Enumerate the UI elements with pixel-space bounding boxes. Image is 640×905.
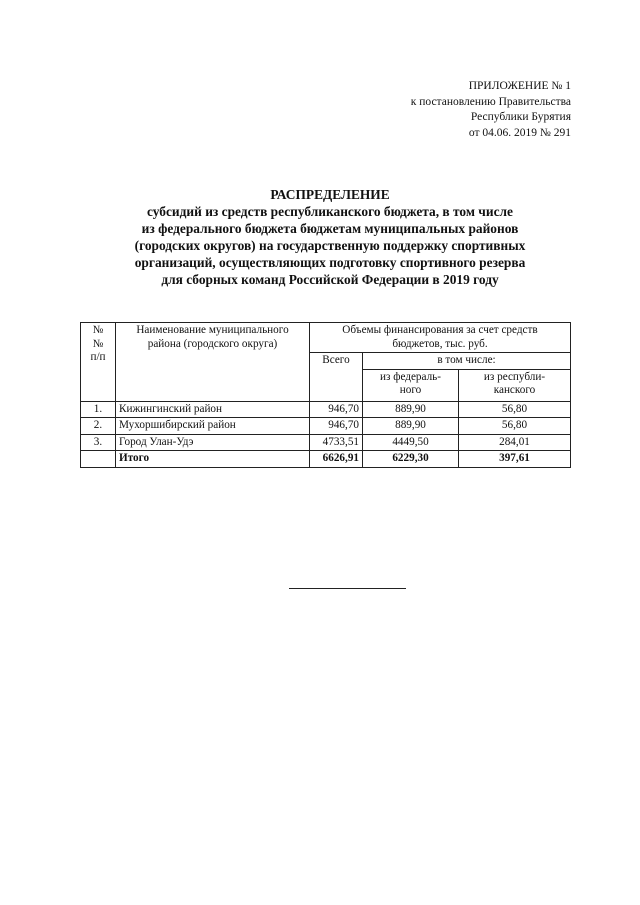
table-row (81, 401, 571, 418)
table-header-row (81, 323, 571, 353)
end-divider-line (289, 588, 406, 589)
row-municipality: Кижингинский район (116, 401, 310, 418)
appendix-block (311, 79, 571, 141)
document-title (50, 186, 610, 288)
row-federal: 889,90 (363, 401, 459, 418)
subsidy-table (80, 322, 571, 468)
row-municipality: Мухоршибирский район (116, 418, 310, 435)
header-including: в том числе: (363, 353, 571, 370)
row-federal: 4449,50 (363, 434, 459, 451)
table-row (81, 418, 571, 435)
row-municipality: Город Улан-Удэ (116, 434, 310, 451)
appendix-republic-line: Республики Бурятия (470, 111, 571, 123)
row-total: 946,70 (310, 401, 363, 418)
header-funding-volumes: Объемы финансирования за счет средств бюджетов, тыс. руб. (310, 323, 571, 353)
total-republican: 397,61 (459, 451, 571, 468)
title-line-2: из федерального бюджета бюджетам муниципальных районов (141, 221, 519, 236)
row-federal: 889,90 (363, 418, 459, 435)
title-line-3: (городских округов) на государственную поддержку спортивных (134, 238, 526, 253)
appendix-date-line: от 04.06. 2019 № 291 (468, 126, 571, 139)
title-line-4: организаций, осуществляющих подготовку спортивного резерва (134, 255, 526, 270)
title-heading: РАСПРЕДЕЛЕНИЕ (270, 187, 390, 202)
appendix-number: ПРИЛОЖЕНИЕ № 1 (468, 80, 571, 92)
title-line-1: субсидий из средств республиканского бюджета, в том числе (147, 204, 513, 219)
row-republican: 56,80 (459, 401, 571, 418)
table-row (81, 434, 571, 451)
row-number: 2. (81, 418, 116, 435)
header-municipality: Наименование муниципального района (городского округа) (116, 323, 310, 402)
total-label: Итого (116, 451, 310, 468)
header-federal: из федераль-ного (363, 369, 459, 401)
row-number: 1. (81, 401, 116, 418)
row-total: 4733,51 (310, 434, 363, 451)
row-republican: 56,80 (459, 418, 571, 435)
row-total: 946,70 (310, 418, 363, 435)
row-number: 3. (81, 434, 116, 451)
row-republican: 284,01 (459, 434, 571, 451)
total-federal: 6229,30 (363, 451, 459, 468)
header-total: Всего (310, 353, 363, 402)
header-republican: из республи-канского (459, 369, 571, 401)
table-total-row (81, 451, 571, 468)
appendix-resolution-line: к постановлению Правительства (410, 95, 571, 108)
total-number-cell (81, 451, 116, 468)
total-sum: 6626,91 (310, 451, 363, 468)
header-number: №№ п/п (81, 323, 116, 402)
title-line-5: для сборных команд Российской Федерации в 2019 году (161, 272, 499, 287)
